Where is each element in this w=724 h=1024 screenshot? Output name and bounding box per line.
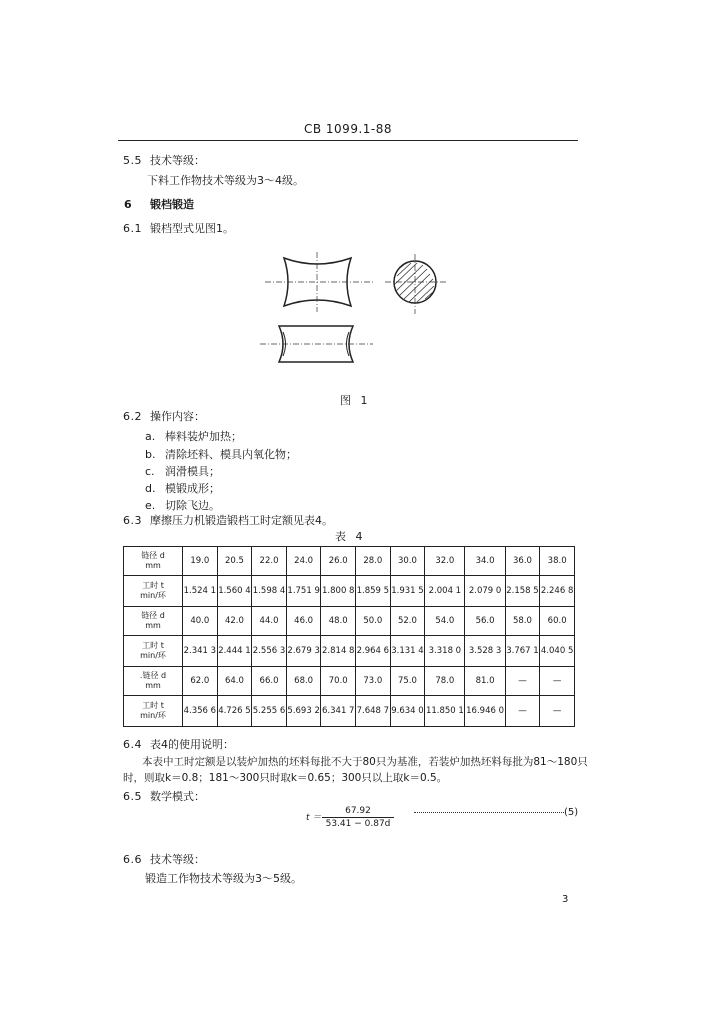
formula-denominator: 53.41 − 0.87d (325, 819, 391, 829)
table-row (124, 667, 575, 696)
table-cell: 4.356 6 (183, 696, 218, 727)
table-cell: 5.255 6 (252, 696, 287, 727)
table-cell: 1.800 8 (321, 576, 356, 607)
header-rule (118, 140, 578, 141)
section-6-6-number: 6.6 (123, 853, 142, 866)
table-cell: 2.444 1 (217, 636, 252, 667)
table-cell: 5.693 2 (286, 696, 321, 727)
header-cell-diameter: 链径 d mm (124, 607, 183, 636)
table-cell: 38.0 (540, 547, 575, 576)
table-cell: 7.648 7 (356, 696, 391, 727)
table-row (124, 547, 575, 576)
list-item-c-mark: c. (145, 465, 155, 478)
table-cell: 1.524 1 (183, 576, 218, 607)
section-6-4-title: 表4的使用说明： (150, 738, 234, 751)
section-5-5-body: 下料工作物技术等级为3～4级。 (147, 174, 304, 187)
section-6-2-number: 6.2 (123, 410, 142, 423)
table-cell: 20.5 (217, 547, 252, 576)
page-header (118, 122, 578, 142)
table-cell: 70.0 (321, 667, 356, 696)
table-cell: 36.0 (505, 547, 540, 576)
equation-number: (5) (564, 807, 579, 818)
table-cell: 2.004 1 (425, 576, 465, 607)
table-cell: 32.0 (425, 547, 465, 576)
table-cell: 1.598 4 (252, 576, 287, 607)
table-cell: — (540, 667, 575, 696)
section-6-title: 锻档锻造 (150, 198, 194, 211)
table-cell: 44.0 (252, 607, 287, 636)
table-cell: 2.079 0 (465, 576, 505, 607)
section-6-1-text: 锻档型式见图1。 (150, 222, 234, 235)
table-cell: 3.318 0 (425, 636, 465, 667)
section-6-4-line-1: 本表中工时定额是以装炉加热的坯料每批不大于80只为基准，若装炉加热坯料每批为81～180只 (142, 756, 588, 768)
table-cell: 2.556 3 (252, 636, 287, 667)
list-item-e-text: 切除飞边。 (165, 499, 220, 512)
table-cell: 11.850 1 (425, 696, 465, 727)
table-cell: 42.0 (217, 607, 252, 636)
table-4-title: 表 4 (335, 530, 366, 543)
section-6-1-number: 6.1 (123, 222, 142, 235)
table-cell: 66.0 (252, 667, 287, 696)
table-cell: 60.0 (540, 607, 575, 636)
table-cell: — (540, 696, 575, 727)
table-cell: 58.0 (505, 607, 540, 636)
table-cell: 40.0 (183, 607, 218, 636)
table-cell: 2.679 3 (286, 636, 321, 667)
table-cell: 3.528 3 (465, 636, 505, 667)
table-cell: 30.0 (390, 547, 425, 576)
section-6-4-line-2: 时，则取k＝0.8；181～300只时取k＝0.65；300只以上取k＝0.5。 (123, 772, 448, 784)
section-6-2-title: 操作内容： (150, 410, 205, 423)
list-item-a-mark: a. (145, 430, 156, 443)
table-cell: 4.726 5 (217, 696, 252, 727)
table-row (124, 576, 575, 607)
header-cell-time: 工时 t min/环 (124, 636, 183, 667)
table-cell: 2.158 5 (505, 576, 540, 607)
figure-1-caption: 图 1 (340, 394, 371, 407)
list-item-d-text: 模锻成形； (165, 482, 220, 495)
header-cell-time: 工时 t min/环 (124, 696, 183, 727)
section-6-6-title: 技术等级： (150, 853, 205, 866)
formula-numerator: 67.92 (345, 806, 371, 816)
table-row (124, 636, 575, 667)
list-item-e-mark: e. (145, 499, 156, 512)
table-cell: 3.131 4 (390, 636, 425, 667)
table-cell: 19.0 (183, 547, 218, 576)
table-cell: 3.767 1 (505, 636, 540, 667)
table-cell: 46.0 (286, 607, 321, 636)
table-cell: 62.0 (183, 667, 218, 696)
table-cell: 24.0 (286, 547, 321, 576)
section-6-4-number: 6.4 (123, 738, 142, 751)
list-item-b-text: 清除坯料、模具内氧化物； (165, 448, 297, 461)
list-item-a-text: 棒料装炉加热； (165, 430, 242, 443)
table-cell: 73.0 (356, 667, 391, 696)
section-6-5-title: 数学模式： (150, 790, 205, 803)
table-cell: 2.341 3 (183, 636, 218, 667)
table-cell: 64.0 (217, 667, 252, 696)
header-cell-time: 工时 t min/环 (124, 576, 183, 607)
figure-1-drawing (255, 248, 455, 378)
table-row (124, 607, 575, 636)
table-4 (123, 546, 575, 727)
leader-dots (414, 812, 564, 813)
section-6-number: 6 (124, 198, 132, 211)
fraction-bar (322, 817, 394, 818)
table-cell: — (505, 667, 540, 696)
header-cell-diameter: .链径 d mm (124, 667, 183, 696)
table-cell: 16.946 0 (465, 696, 505, 727)
table-cell: 52.0 (390, 607, 425, 636)
table-cell: 50.0 (356, 607, 391, 636)
table-cell: 1.931 5 (390, 576, 425, 607)
table-cell: 28.0 (356, 547, 391, 576)
table-cell: 68.0 (286, 667, 321, 696)
table-row (124, 696, 575, 727)
standard-number: CB 1099.1-88 (303, 122, 392, 136)
table-cell: 1.560 4 (217, 576, 252, 607)
table-cell: 48.0 (321, 607, 356, 636)
table-cell: 56.0 (465, 607, 505, 636)
table-cell: 1.751 9 (286, 576, 321, 607)
table-cell: 26.0 (321, 547, 356, 576)
list-item-c-text: 润滑模具； (165, 465, 220, 478)
table-cell: 2.964 6 (356, 636, 391, 667)
formula-lhs: t ＝ (306, 813, 322, 823)
table-cell: 78.0 (425, 667, 465, 696)
table-cell: 2.246 8 (540, 576, 575, 607)
table-cell: 9.634 0 (390, 696, 425, 727)
header-cell-diameter: 链径 d mm (124, 547, 183, 576)
table-cell: 2.814 8 (321, 636, 356, 667)
section-6-5-number: 6.5 (123, 790, 142, 803)
table-cell: 1.859 5 (356, 576, 391, 607)
table-cell: — (505, 696, 540, 727)
table-cell: 75.0 (390, 667, 425, 696)
table-cell: 54.0 (425, 607, 465, 636)
page-number: 3 (562, 894, 569, 905)
section-5-5-number: 5.5 (123, 154, 142, 167)
formula-fraction (322, 806, 394, 829)
section-6-3-number: 6.3 (123, 514, 142, 527)
table-cell: 22.0 (252, 547, 287, 576)
section-5-5-title: 技术等级： (150, 154, 205, 167)
table-cell: 6.341 7 (321, 696, 356, 727)
table-cell: 4.040 5 (540, 636, 575, 667)
table-cell: 34.0 (465, 547, 505, 576)
list-item-d-mark: d. (145, 482, 156, 495)
table-cell: 81.0 (465, 667, 505, 696)
section-6-3-text: 摩擦压力机锻造锻档工时定额见表4。 (150, 514, 333, 527)
section-6-6-body: 锻造工作物技术等级为3～5级。 (145, 872, 302, 885)
list-item-b-mark: b. (145, 448, 156, 461)
